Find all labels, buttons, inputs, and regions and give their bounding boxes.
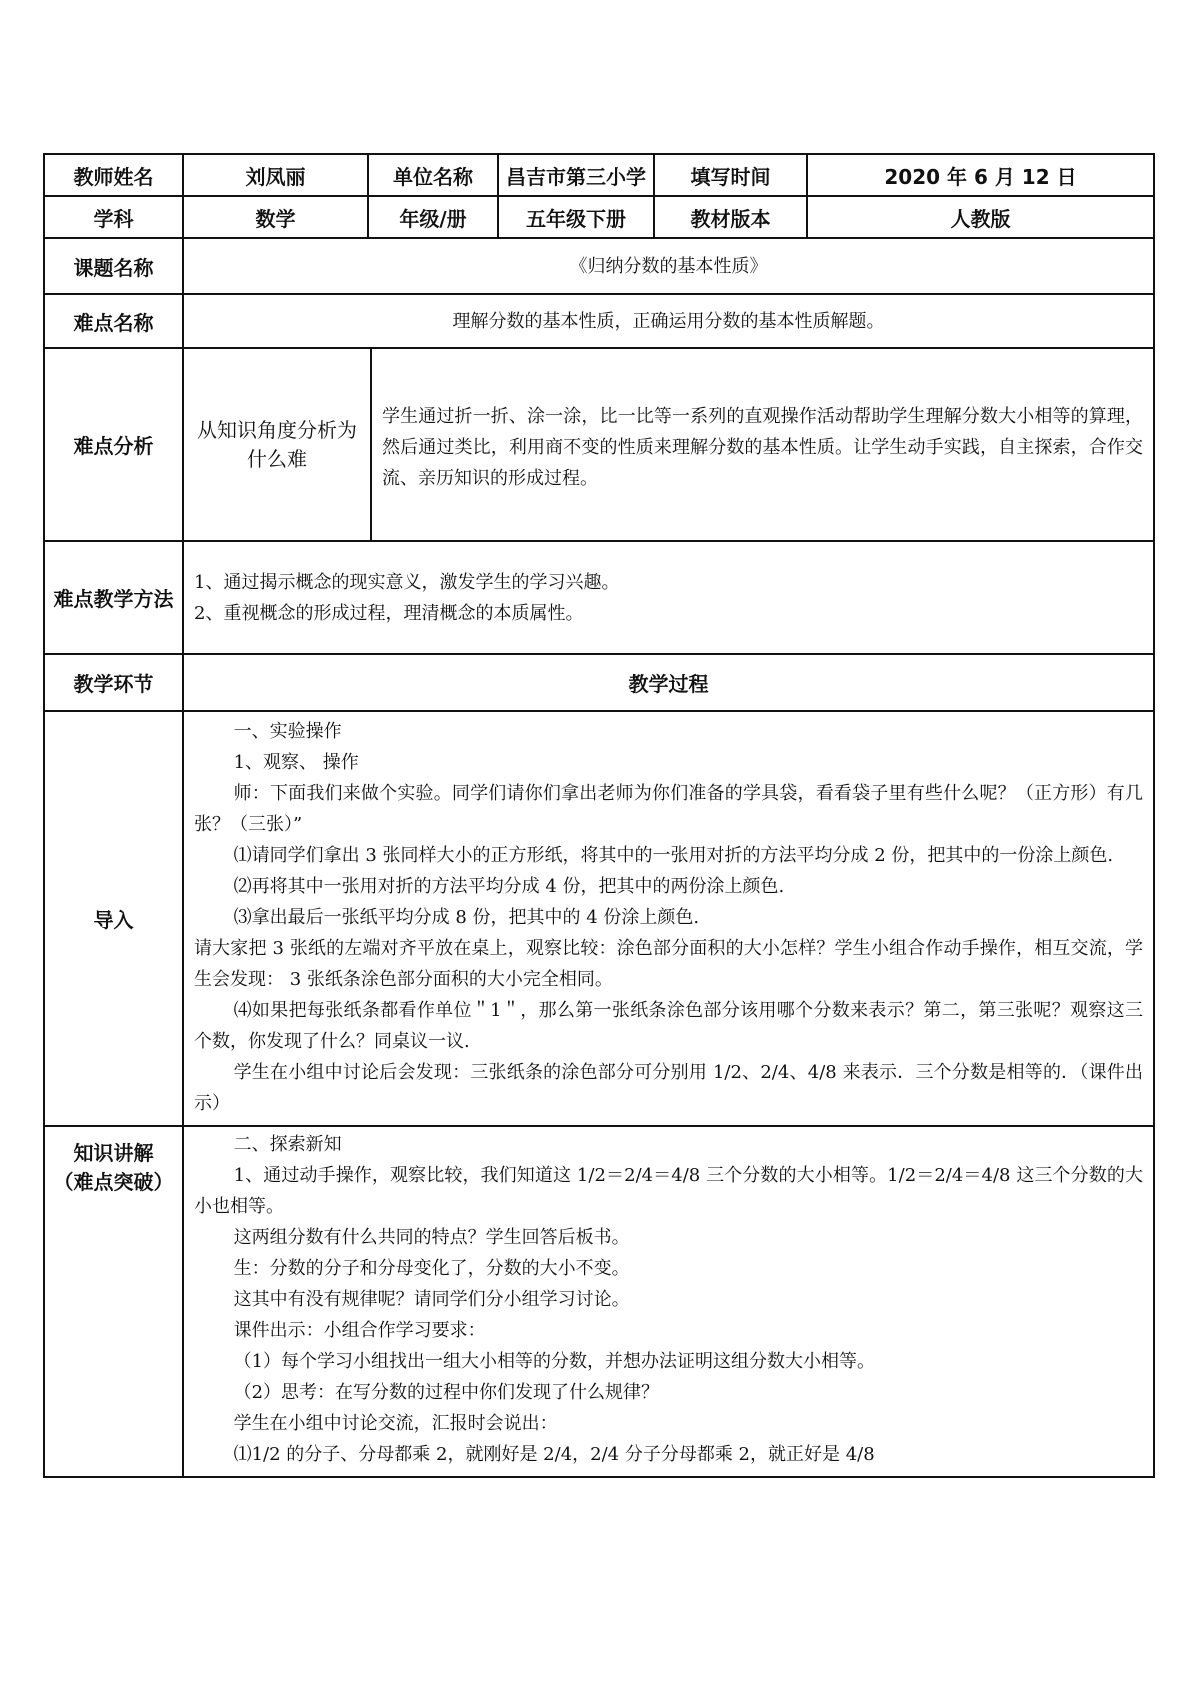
teacher-name-label: 教师姓名 xyxy=(44,154,183,196)
teacher-name: 刘凤丽 xyxy=(183,154,368,196)
difficulty-value: 理解分数的基本性质，正确运用分数的基本性质解题。 xyxy=(183,294,1154,348)
knowledge-label xyxy=(44,1126,183,1477)
paragraph: 这其中有没有规律呢？请同学们分小组学习讨论。 xyxy=(233,1289,630,1310)
paragraph: （1）每个学习小组找出一组大小相等的分数，并想办法证明这组分数大小相等。 xyxy=(233,1351,876,1372)
paragraph: 生：分数的分子和分母变化了，分数的大小不变。 xyxy=(233,1258,630,1279)
topic-label: 课题名称 xyxy=(44,238,183,294)
knowledge-row xyxy=(44,1126,1154,1477)
subject-label: 学科 xyxy=(44,196,183,238)
knowledge-content xyxy=(183,1126,1154,1477)
edition: 人教版 xyxy=(807,196,1154,238)
analysis-text: 学生通过折一折、涂一涂，比一比等一系列的直观操作活动帮助学生理解分数大小相等的算理，然后通过类比，利用商不变的性质来理解分数的基本性质。让学生动手实践，自主探索，合作交流、亲历知识的形成过程。 xyxy=(371,348,1154,541)
paragraph: 1、观察、 操作 xyxy=(233,752,359,773)
knowledge-label-line: 知识讲解 xyxy=(73,1141,154,1165)
paragraph: 师：下面我们来做个实验。同学们请你们拿出老师为你们准备的学具袋，看看袋子里有些什么呢？（正方形）有几张？（三张）” xyxy=(194,783,1143,835)
grade: 五年级下册 xyxy=(498,196,654,238)
grade-label: 年级/册 xyxy=(368,196,498,238)
difficulty-row xyxy=(44,294,1154,348)
method-line: 2、重视概念的形成过程，理清概念的本质属性。 xyxy=(194,602,584,624)
paragraph: ⑵再将其中一张用对折的方法平均分成 4 份，把其中的两份涂上颜色. xyxy=(233,876,785,897)
knowledge-label-line: （难点突破） xyxy=(53,1170,174,1194)
fill-date: 2020 年 6 月 12 日 xyxy=(807,154,1154,196)
method-line: 1、通过揭示概念的现实意义，激发学生的学习兴趣。 xyxy=(194,571,620,593)
stage-header: 教学环节 xyxy=(44,654,183,711)
paragraph: ⑴请同学们拿出 3 张同样大小的正方形纸，将其中的一张用对折的方法平均分成 2 份，把其中的一份涂上颜色. xyxy=(233,845,1114,866)
analysis-sub-label: 从知识角度分析为什么难 xyxy=(183,348,371,541)
topic-row xyxy=(44,238,1154,294)
lesson-plan-table xyxy=(43,153,1155,1478)
topic-value: 《归纳分数的基本性质》 xyxy=(183,238,1154,294)
unit-label: 单位名称 xyxy=(368,154,498,196)
analysis-label: 难点分析 xyxy=(44,348,183,541)
intro-row xyxy=(44,711,1154,1126)
lesson-plan-form xyxy=(43,153,1153,1478)
process-header: 教学过程 xyxy=(183,654,1154,711)
method-label: 难点教学方法 xyxy=(44,541,183,654)
method-content xyxy=(183,541,1154,654)
paragraph: ⑶拿出最后一张纸平均分成 8 份，把其中的 4 份涂上颜色. xyxy=(233,907,700,928)
edition-label: 教材版本 xyxy=(654,196,807,238)
intro-content xyxy=(183,711,1154,1126)
unit-name: 昌吉市第三小学 xyxy=(498,154,654,196)
paragraph: 请大家把 3 张纸的左端对齐平放在桌上，观察比较：涂色部分面积的大小怎样？学生小组合作动手操作，相互交流，学生会发现： 3 张纸条涂色部分面积的大小完全相同。 xyxy=(194,938,1143,990)
paragraph: 学生在小组中讨论后会发现：三张纸条的涂色部分可分别用 1/2、2/4、4/8 来表示．三个分数是相等的．（课件出示） xyxy=(194,1062,1143,1114)
difficulty-label: 难点名称 xyxy=(44,294,183,348)
paragraph: ⑴1/2 的分子、分母都乘 2，就刚好是 2/4，2/4 分子分母都乘 2，就正好是 4/8 xyxy=(233,1444,875,1465)
paragraph: 二、探索新知 xyxy=(233,1134,342,1155)
header-row-2 xyxy=(44,196,1154,238)
paragraph: 课件出示：小组合作学习要求： xyxy=(233,1320,486,1341)
intro-label: 导入 xyxy=(44,711,183,1126)
method-row xyxy=(44,541,1154,654)
process-header-row xyxy=(44,654,1154,711)
subject: 数学 xyxy=(183,196,368,238)
header-row-1 xyxy=(44,154,1154,196)
paragraph: （2）思考：在写分数的过程中你们发现了什么规律？ xyxy=(233,1382,660,1403)
paragraph: 这两组分数有什么共同的特点？学生回答后板书。 xyxy=(233,1227,630,1248)
paragraph: ⑷如果把每张纸条都看作单位＂1＂，那么第一张纸条涂色部分该用哪个分数来表示？第二，第三张呢？观察这三个数，你发现了什么？同桌议一议. xyxy=(194,1000,1143,1052)
date-label: 填写时间 xyxy=(654,154,807,196)
paragraph: 1、通过动手操作，观察比较，我们知道这 1/2＝2/4＝4/8 三个分数的大小相等。1/2＝2/4＝4/8 这三个分数的大小也相等。 xyxy=(194,1165,1143,1217)
analysis-row xyxy=(44,348,1154,541)
paragraph: 学生在小组中讨论交流，汇报时会说出： xyxy=(233,1413,558,1434)
paragraph: 一、实验操作 xyxy=(233,721,342,742)
